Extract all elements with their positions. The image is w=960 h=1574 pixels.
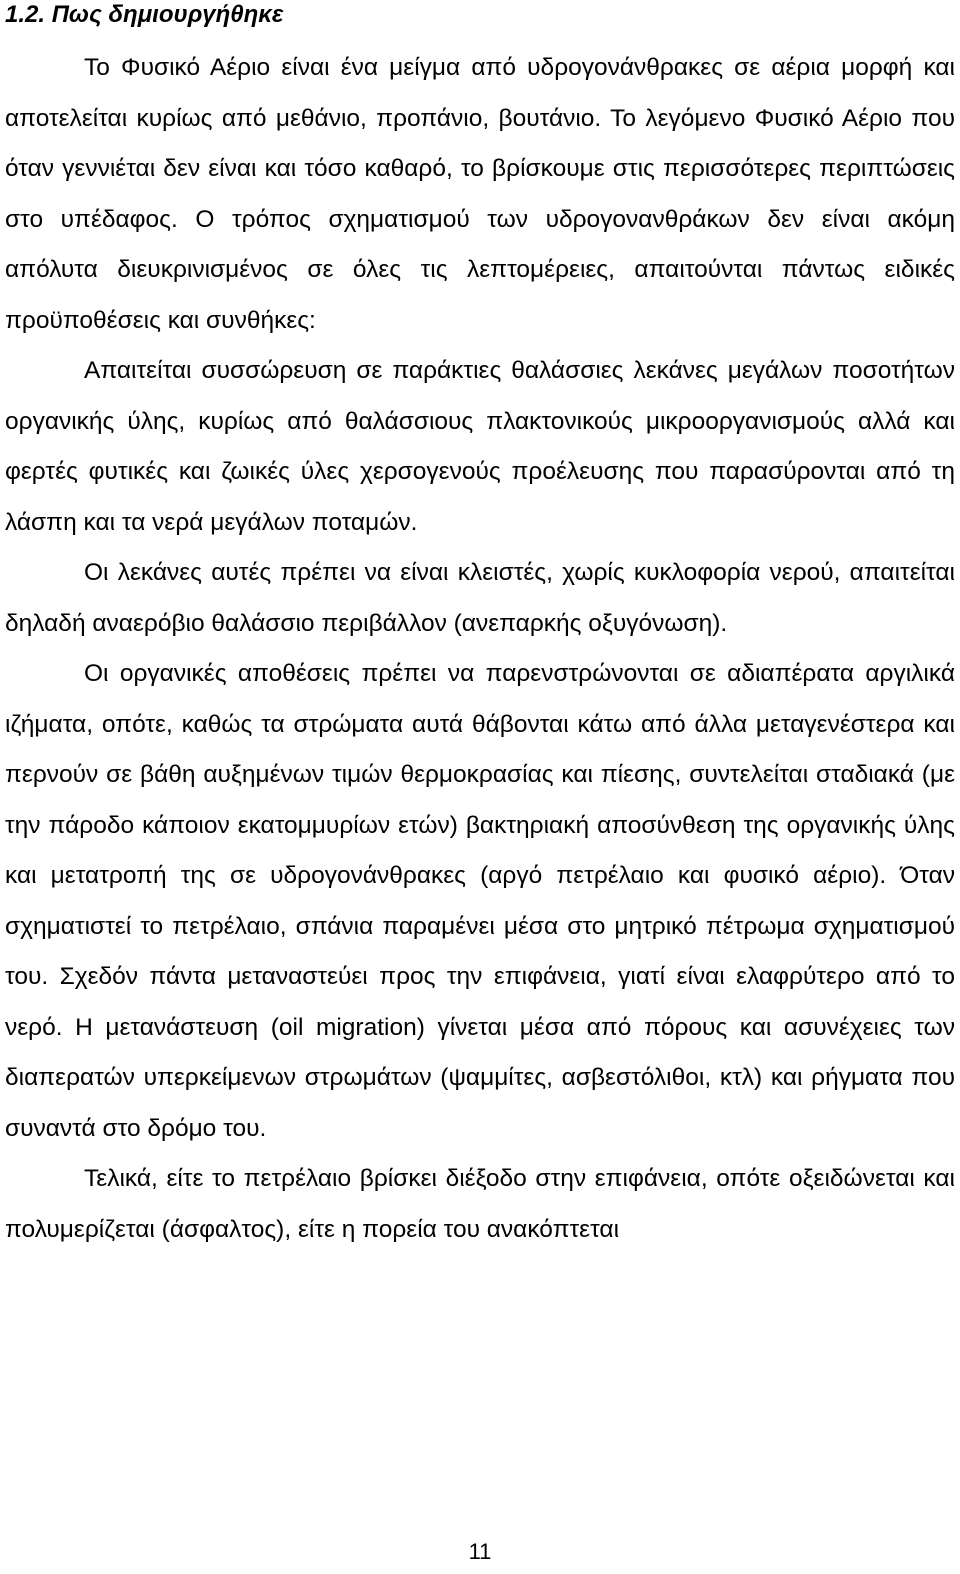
body-text	[5, 43, 955, 1255]
paragraph-conclusion: Τελικά, είτε το πετρέλαιο βρίσκει διέξοδο στην επιφάνεια, οπότε οξειδώνεται και πολυμερίζεται (άσφαλτος), είτε η πορεία του ανακόπτεται	[5, 1165, 955, 1243]
section-heading: 1.2. Πως δημιουργήθηκε	[5, 1, 284, 28]
paragraph-closed-basins: Οι λεκάνες αυτές πρέπει να είναι κλειστές, χωρίς κυκλοφορία νερού, απαιτείται δηλαδή αναερόβιο θαλάσσιο περιβάλλον (ανεπαρκής οξυγόνωση).	[5, 559, 955, 637]
paragraph-intro: Το Φυσικό Αέριο είναι ένα μείγμα από υδρογονάνθρακες σε αέρια μορφή και αποτελείται κυρίως από μεθάνιο, προπάνιο, βουτάνιο. Το λεγόμενο Φυσικό Αέριο που όταν γεννιέται δεν είναι και τόσο καθαρό, το βρίσκουμε στις περισσότερες περιπτώσεις στο υπέδαφος. Ο τρόπος σχηματισμού των υδρογονανθράκων δεν είναι ακόμη απόλυτα διευκρινισμένος σε όλες τις λεπτομέρειες, απαιτούνται πάντως ειδικές προϋποθέσεις και συνθήκες:	[5, 54, 955, 334]
paragraph-organic-deposits: Οι οργανικές αποθέσεις πρέπει να παρενστρώνονται σε αδιαπέρατα αργιλικά ιζήματα, οπότε, καθώς τα στρώματα αυτά θάβονται κάτω από άλλα μεταγενέστερα και περνούν σε βάθη αυξημένων τιμών θερμοκρασίας και πίεσης, συντελείται σταδιακά (με την πάροδο κάποιον εκατομμυρίων ετών) βακτηριακή αποσύνθεση της οργανικής ύλης και μετατροπή της σε υδρογονάνθρακες (αργό πετρέλαιο και φυσικό αέριο). Όταν σχηματιστεί το πετρέλαιο, σπάνια παραμένει μέσα στο μητρικό πέτρωμα σχηματισμού του. Σχεδόν πάντα μεταναστεύει προς την επιφάνεια, γιατί είναι ελαφρύτερο από το νερό. Η μετανάστευση (oil migration) γίνεται μέσα από πόρους και ασυνέχειες των διαπερατών υπερκείμενων στρωμάτων (ψαμμίτες, ασβεστόλιθοι, κτλ) και ρήγματα που συναντά στο δρόμο του.	[5, 660, 955, 1142]
page-number: 11	[468, 1539, 492, 1564]
paragraph-accumulation: Απαιτείται συσσώρευση σε παράκτιες θαλάσσιες λεκάνες μεγάλων ποσοτήτων οργανικής ύλης, κυρίως από θαλάσσιους πλακτονικούς μικροοργανισμούς αλλά και φερτές φυτικές και ζωικές ύλες χερσογενούς προέλευσης που παρασύρονται από τη λάσπη και τα νερά μεγάλων ποταμών.	[5, 357, 955, 536]
